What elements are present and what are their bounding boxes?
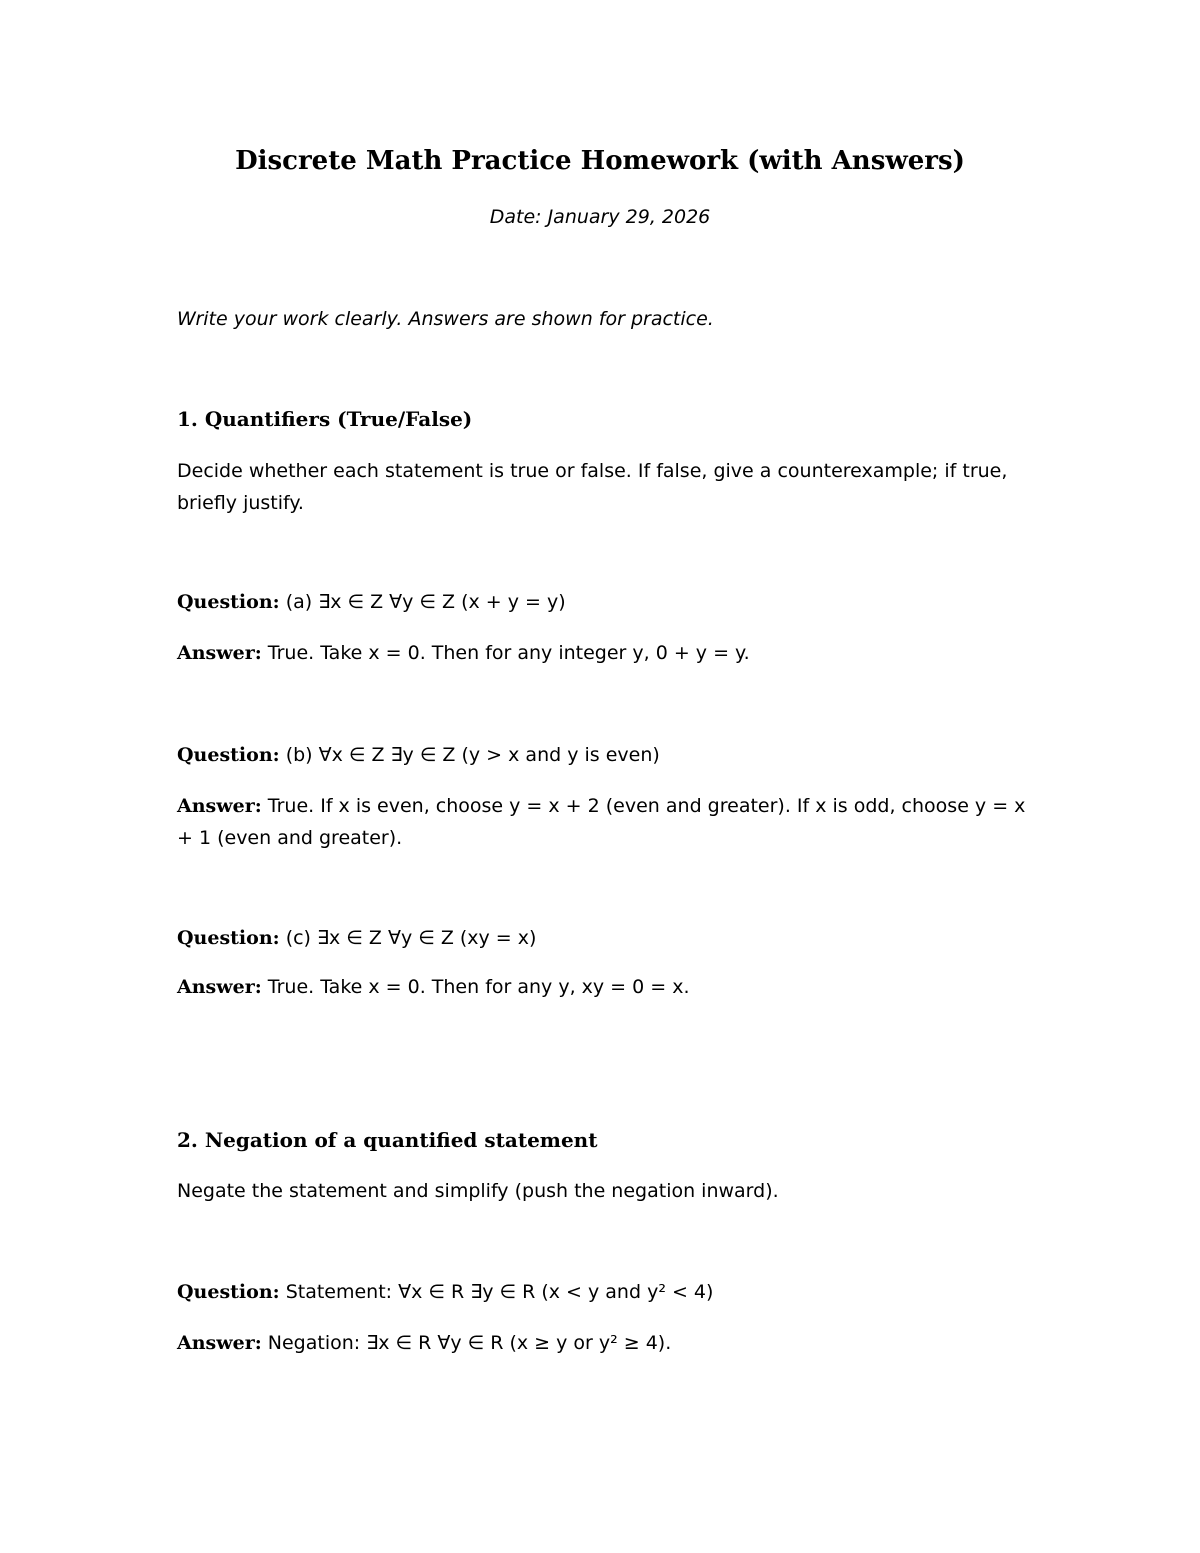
answer-label: Answer: bbox=[177, 976, 262, 998]
document-date: Date: January 29, 2026 bbox=[489, 206, 711, 228]
answer-text: True. If x is even, choose y = x + 2 (even and greater). If x is odd, choose y = x + 1 (even and greater). bbox=[177, 795, 1026, 849]
answer-text: True. Take x = 0. Then for any y, xy = 0 = x. bbox=[261, 976, 690, 998]
answer-label: Answer: bbox=[177, 1332, 262, 1354]
answer-2 bbox=[177, 1327, 1027, 1359]
answer-label: Answer: bbox=[177, 795, 262, 817]
answer-text: True. Take x = 0. Then for any integer y, 0 + y = y. bbox=[261, 642, 750, 664]
question-label: Question: bbox=[177, 1281, 280, 1303]
answer-1c bbox=[177, 971, 1027, 1003]
section-heading-quantifiers: 1. Quantifiers (True/False) bbox=[177, 407, 473, 431]
section-description-negation: Negate the statement and simplify (push the negation inward). bbox=[177, 1180, 779, 1202]
section-heading-negation: 2. Negation of a quantified statement bbox=[177, 1128, 598, 1152]
answer-1b bbox=[177, 790, 1027, 854]
question-1c bbox=[177, 922, 1027, 954]
document-title: Discrete Math Practice Homework (with Answers) bbox=[235, 146, 965, 176]
question-2 bbox=[177, 1276, 1027, 1308]
question-label: Question: bbox=[177, 744, 280, 766]
instructions-text: Write your work clearly. Answers are shown for practice. bbox=[177, 308, 714, 330]
question-text: (a) ∃x ∈ Z ∀y ∈ Z (x + y = y) bbox=[279, 591, 566, 613]
question-text: (b) ∀x ∈ Z ∃y ∈ Z (y > x and y is even) bbox=[279, 744, 660, 766]
question-1b bbox=[177, 739, 1027, 771]
question-text: (c) ∃x ∈ Z ∀y ∈ Z (xy = x) bbox=[279, 927, 537, 949]
answer-text: Negation: ∃x ∈ R ∀y ∈ R (x ≥ y or y² ≥ 4). bbox=[261, 1332, 672, 1354]
question-label: Question: bbox=[177, 591, 280, 613]
section-description-quantifiers: Decide whether each statement is true or false. If false, give a counterexample; if true, briefly justify. bbox=[177, 460, 1008, 514]
question-text: Statement: ∀x ∈ R ∃y ∈ R (x < y and y² < 4) bbox=[279, 1281, 714, 1303]
answer-1a bbox=[177, 637, 1027, 669]
question-1a bbox=[177, 586, 1027, 618]
question-label: Question: bbox=[177, 927, 280, 949]
answer-label: Answer: bbox=[177, 642, 262, 664]
